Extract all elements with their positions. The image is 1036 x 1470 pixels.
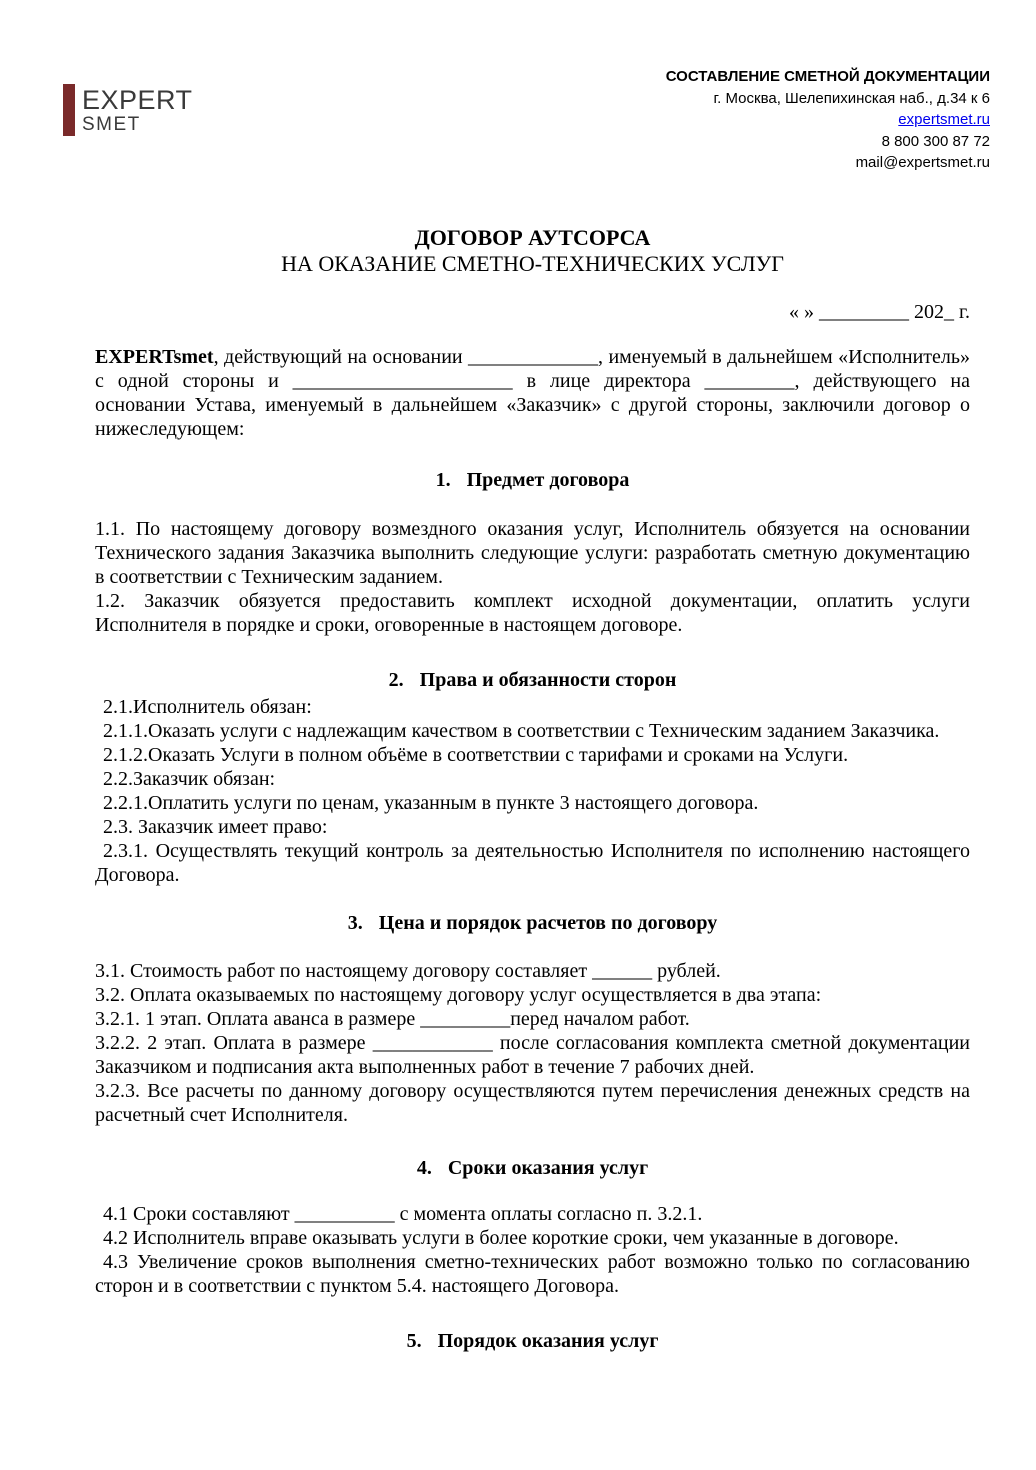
section-1-title: Предмет договора <box>466 469 630 491</box>
section-5-number: 5. <box>406 1330 422 1352</box>
clause-3-1: 3.1. Стоимость работ по настоящему договору составляет ______ рублей. <box>95 960 721 982</box>
preamble <box>95 345 970 441</box>
clause-2-3: 2.3. Заказчик имеет право: <box>103 816 328 838</box>
contact-service-title: СОСТАВЛЕНИЕ СМЕТНОЙ ДОКУМЕНТАЦИИ <box>665 68 990 85</box>
clause-2-1: 2.1.Исполнитель обязан: <box>103 696 312 718</box>
section-4-number: 4. <box>416 1157 432 1179</box>
clause-3-2: 3.2. Оплата оказываемых по настоящему договору услуг осуществляется в два этапа: <box>95 984 822 1006</box>
clause-2-2: 2.2.Заказчик обязан: <box>103 768 276 790</box>
clause-3-2-3: 3.2.3. Все расчеты по данному договору осуществляются путем перечисления денежных средств на расчетный счет Исполнителя. <box>95 1080 970 1126</box>
clause-2-1-1: 2.1.1.Оказать услуги с надлежащим качеством в соответствии с Техническим заданием Заказчика. <box>103 720 940 742</box>
section-1-number: 1. <box>435 469 451 491</box>
party-name-bold: EXPERTsmet <box>95 346 214 368</box>
contract-title-line1: ДОГОВОР АУТСОРСА <box>414 225 651 250</box>
expertsmet-logo <box>63 84 193 136</box>
logo-text <box>82 84 193 136</box>
section-2-number: 2. <box>388 669 404 691</box>
section-3-number: 3. <box>347 912 363 934</box>
contact-email: mail@expertsmet.ru <box>855 154 990 171</box>
clause-4-2: 4.2 Исполнитель вправе оказывать услуги в более короткие сроки, чем указанные в договоре. <box>103 1227 899 1249</box>
clause-3-2-2: 3.2.2. 2 этап. Оплата в размере ____________ после согласования комплекта сметной документации Заказчиком и подписания акта выполненных работ в течение 7 рабочих дней. <box>95 1032 970 1078</box>
clause-2-1-2: 2.1.2.Оказать Услуги в полном объёме в соответствии с тарифами и сроками на Услуги. <box>103 744 849 766</box>
section-4-heading <box>95 1156 970 1180</box>
section-2-heading <box>95 668 970 692</box>
clause-4-3: 4.3 Увеличение сроков выполнения сметно-технических работ возможно только по согласованию сторон и в соответствии с пунктом 5.4. настоящего Договора. <box>95 1251 970 1297</box>
section-1-heading <box>95 468 970 492</box>
logo-expert-text: EXPERT <box>82 84 193 115</box>
section-3-title: Цена и порядок расчетов по договору <box>378 912 718 934</box>
preamble-text: , действующий на основании _____________, именуемый в дальнейшем «Исполнитель» с одной стороны и ______________________ в лице директора _________, действующего на основании Устава, именуемый в дальнейшем «Заказчик» с другой стороны, заключили договор о нижеследующем: <box>95 346 970 440</box>
contract-title <box>95 225 970 277</box>
clause-1-2: 1.2. Заказчик обязуется предоставить комплект исходной документации, оплатить услуги Исполнителя в порядке и сроки, оговоренные в настоящем договоре. <box>95 590 970 636</box>
logo-bar <box>63 84 75 136</box>
clause-2-3-1: 2.3.1. Осуществлять текущий контроль за деятельностью Исполнителя по исполнению настоящего Договора. <box>95 840 970 886</box>
contract-title-line2: НА ОКАЗАНИЕ СМЕТНО-ТЕХНИЧЕСКИХ УСЛУГ <box>281 251 784 276</box>
section-4-title: Сроки оказания услуг <box>447 1157 649 1179</box>
contract-body <box>95 225 970 1353</box>
website-link[interactable]: expertsmet.ru <box>898 111 990 128</box>
contact-address: г. Москва, Шелепихинская наб., д.34 к 6 <box>713 89 990 107</box>
clause-3-2-1: 3.2.1. 1 этап. Оплата аванса в размере _________перед началом работ. <box>95 1008 690 1030</box>
section-2-title: Права и обязанности сторон <box>419 669 677 691</box>
clause-1-1: 1.1. По настоящему договору возмездного оказания услуг, Исполнитель обязуется на основании Технического задания Заказчика выполнить следующие услуги: разработать сметную документацию в соответствии с Техническим заданием. <box>95 518 970 588</box>
section-3-heading <box>95 911 970 935</box>
section-5-heading <box>95 1329 970 1353</box>
clause-2-2-1: 2.2.1.Оплатить услуги по ценам, указанным в пункте 3 настоящего договора. <box>103 792 759 814</box>
contact-phone: 8 800 300 87 72 <box>881 132 990 150</box>
section-5-title: Порядок оказания услуг <box>437 1330 659 1352</box>
contact-block <box>666 66 990 174</box>
logo-smet-text: SMET <box>82 113 141 135</box>
clause-4-1: 4.1 Сроки составляют __________ с момента оплаты согласно п. 3.2.1. <box>103 1203 703 1225</box>
date-line: « » _________ 202_ г. <box>789 301 970 323</box>
letterhead <box>0 0 1036 200</box>
